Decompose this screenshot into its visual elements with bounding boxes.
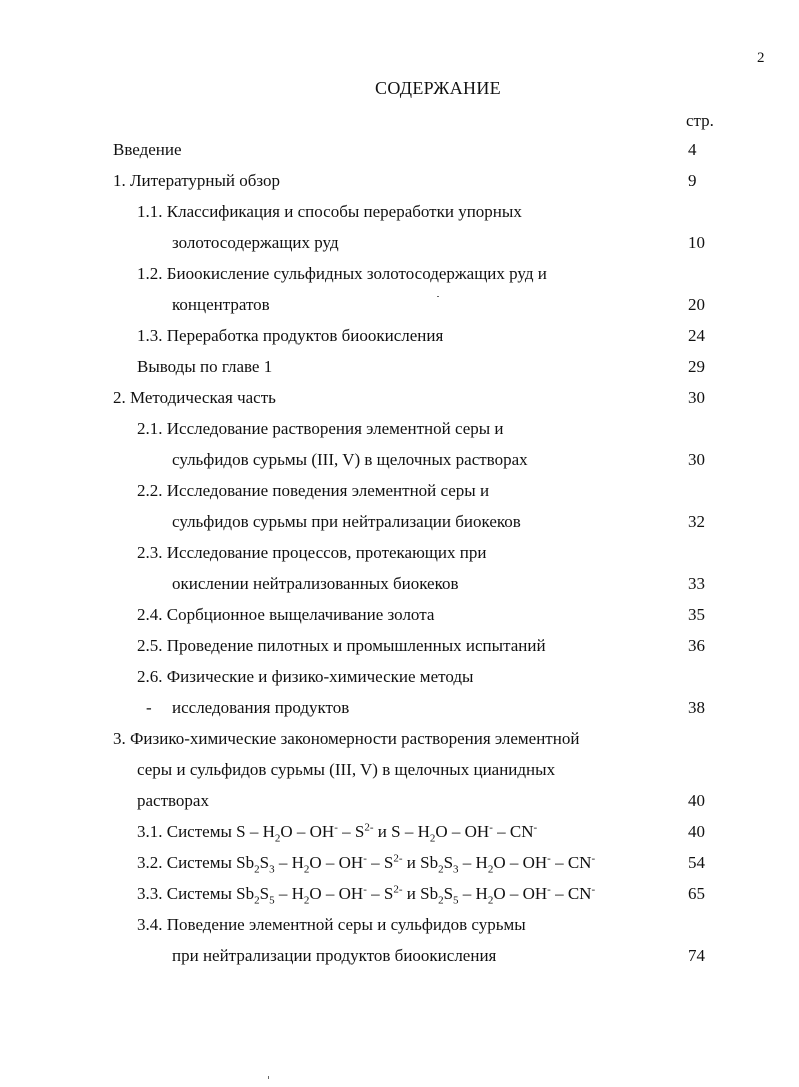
toc-entry-intro [0,140,799,171]
toc-entry-text: 2. Методическая часть [113,388,276,407]
toc-entry-text: 3.4. Поведение элементной серы и сульфидов сурьмы [137,915,526,934]
toc-page-number: 38 [688,698,705,717]
toc-entry-chapter-3 [0,729,799,760]
toc-entry-text: 2.6. Физические и физико-химические методы [137,667,474,686]
toc-entry-chapter-3-cont [0,760,799,791]
toc-page-number: 35 [688,605,705,624]
toc-entry-text: золотосодержащих руд [172,233,339,252]
toc-page-number: 24 [688,326,705,345]
toc-entry-2-3 [0,543,799,574]
toc-entry-text: 2.4. Сорбционное выщелачивание золота [137,605,435,624]
toc-entry-text: Введение [113,140,182,159]
toc-entry-chapter-2 [0,388,799,419]
toc-page-number: 74 [688,946,705,965]
toc-page-number: 54 [688,853,705,872]
toc-page-number: 32 [688,512,705,531]
toc-entry-2-2-cont [0,512,799,543]
toc-entry-1-2 [0,264,799,295]
toc-entry-text: 3.1. Системы S – $H_2O - OH^- - S^{2-}$ и S – $H_2O - OH^- - CN^-$ [137,821,538,845]
page-title: СОДЕРЖАНИЕ [375,78,501,98]
toc-entry-1-1-cont [0,233,799,264]
toc-page-number: 65 [688,884,705,903]
scan-speck [437,296,439,297]
toc-entry-text: 2.5. Проведение пилотных и промышленных испытаний [137,636,546,655]
toc-entry-text: при нейтрализации продуктов биоокисления [172,946,497,965]
toc-entry-text: сульфидов сурьмы (III, V) в щелочных растворах [172,450,528,469]
toc-entry-text: исследования продуктов [172,698,350,717]
toc-entry-text: растворах [137,791,209,810]
toc-page-number: 36 [688,636,705,655]
toc-entry-3-4-cont [0,946,799,977]
toc-page-number: 30 [688,388,705,407]
toc-entry-text: 1.1. Классификация и способы переработки упорных [137,202,522,221]
toc-page-number: 4 [688,140,697,159]
toc-entry-text: 3.2. Системы $Sb_2S_3 - H_2O - OH^- - S^{2-}$ и $Sb_2S_3 - H_2O - OH^- - CN^-$ [137,852,596,876]
toc-entry-text: 1.3. Переработка продуктов биоокисления [137,326,444,345]
toc-page-number: 29 [688,357,705,376]
toc-entry-text: сульфидов сурьмы при нейтрализации биокеков [172,512,521,531]
toc-entry-text: 1. Литературный обзор [113,171,281,190]
toc-entry-text: 3. Физико-химические закономерности растворения элементной [113,729,580,748]
toc-entry-2-3-cont [0,574,799,605]
toc-entry-2-6-cont [0,698,799,729]
dash-mark: - [146,698,152,717]
toc-entry-text: 2.2. Исследование поведения элементной серы и [137,481,490,500]
page-number: 2 [757,50,765,66]
page-column-label: стр. [686,111,714,130]
toc-entry-2-5 [0,636,799,667]
toc-entry-2-6 [0,667,799,698]
toc-entry-3-3 [0,884,799,915]
toc-entry-text: 1.2. Биоокисление сульфидных золотосодержащих руд и [137,264,547,283]
toc-page-number: 40 [688,791,705,810]
toc-entry-1-3 [0,326,799,357]
toc-entry-text: 3.3. Системы $Sb_2S_5 - H_2O - OH^- - S^{2-}$ и $Sb_2S_5 - H_2O - OH^- - CN^-$ [137,883,596,907]
toc-entry-1-1 [0,202,799,233]
toc-entry-text: 2.3. Исследование процессов, протекающих при [137,543,487,562]
toc-page-number: 9 [688,171,697,190]
toc-entry-2-2 [0,481,799,512]
toc-entry-text: Выводы по главе 1 [137,357,273,376]
toc-entry-2-1-cont [0,450,799,481]
toc-entry-text: концентратов [172,295,270,314]
table-of-contents [0,140,799,977]
toc-entry-chapter-3-cont2 [0,791,799,822]
toc-entry-3-2 [0,853,799,884]
toc-entry-text: серы и сульфидов сурьмы (III, V) в щелочных цианидных [137,760,556,779]
toc-page-number: 40 [688,822,705,841]
toc-entry-1-2-cont [0,295,799,326]
toc-entry-text: окислении нейтрализованных биокеков [172,574,459,593]
scan-speck [268,1076,269,1079]
toc-page-number: 30 [688,450,705,469]
toc-page-number: 10 [688,233,705,252]
toc-entry-chapter-1 [0,171,799,202]
toc-entry-3-1 [0,822,799,853]
toc-entry-2-1 [0,419,799,450]
toc-entry-2-4 [0,605,799,636]
toc-entry-text: 2.1. Исследование растворения элементной серы и [137,419,504,438]
toc-page-number: 20 [688,295,705,314]
toc-entry-conclusions-1 [0,357,799,388]
toc-entry-3-4 [0,915,799,946]
toc-page-number: 33 [688,574,705,593]
